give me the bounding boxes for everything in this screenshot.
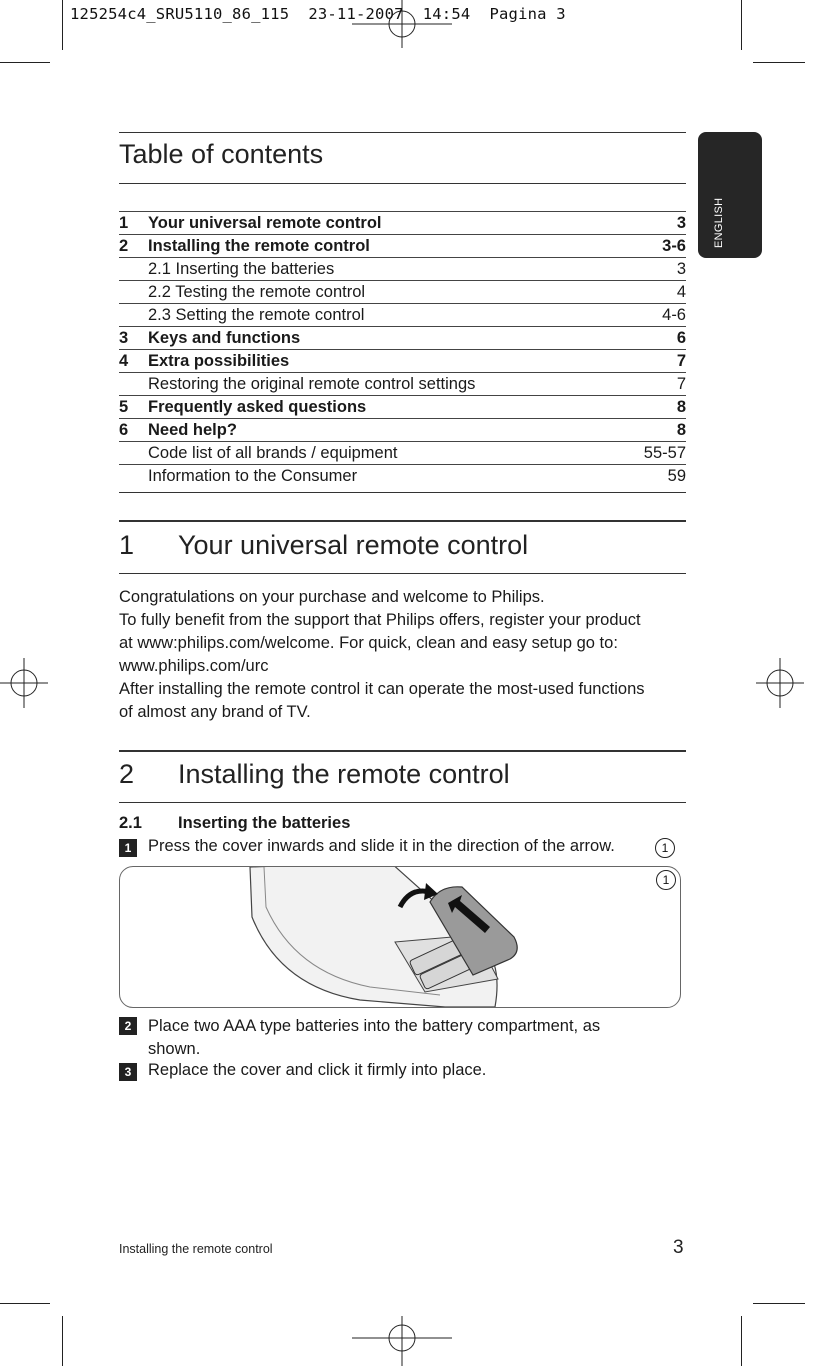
section1-title: Your universal remote control xyxy=(178,530,529,560)
crop-mark-bottom-right-h xyxy=(753,1303,805,1304)
step-2-text-line-2: shown. xyxy=(148,1040,201,1058)
toc-row xyxy=(119,349,686,372)
section1-line-1: Congratulations on your purchase and welcome to Philips. xyxy=(119,588,545,606)
toc-row-page: 3 xyxy=(676,214,686,232)
subsection-title: Inserting the batteries xyxy=(178,814,351,832)
toc-row xyxy=(119,464,686,487)
step-2-text xyxy=(148,1015,600,1061)
language-tab-label: ENGLISH xyxy=(713,197,725,248)
toc-bottom-rule xyxy=(119,492,686,493)
step-1-figure-ref: 1 xyxy=(655,838,675,858)
section1-line-3: at www:philips.com/welcome. For quick, clean and easy setup go to: xyxy=(119,634,618,652)
toc-row-number: 2 xyxy=(119,237,129,255)
step-2-text-line-1: Place two AAA type batteries into the battery compartment, as xyxy=(148,1017,601,1035)
toc-row-label: Installing the remote control xyxy=(148,237,370,255)
toc-top-rule xyxy=(119,132,686,133)
toc-row-label: Need help? xyxy=(148,421,237,439)
toc-row-page: 4 xyxy=(676,283,686,301)
crop-mark-bottom-right-v xyxy=(741,1316,742,1366)
toc-row xyxy=(119,418,686,441)
section2-title-rule xyxy=(119,802,686,803)
crop-mark-top-right-v xyxy=(741,0,742,50)
toc-row-number: 6 xyxy=(119,421,129,439)
toc-row-number: 5 xyxy=(119,398,129,416)
toc-row xyxy=(119,234,686,257)
section2-number: 2 xyxy=(119,759,135,789)
crop-mark-top-left-h xyxy=(0,62,50,63)
crop-mark-bottom-left-h xyxy=(0,1303,50,1304)
section1-line-4: www.philips.com/urc xyxy=(119,657,269,675)
crop-mark-bottom-left-v xyxy=(62,1316,63,1366)
section1-line-6: of almost any brand of TV. xyxy=(119,703,311,721)
toc-row xyxy=(119,326,686,349)
section1-body xyxy=(119,586,686,724)
toc-row-page: 59 xyxy=(667,467,686,485)
slug-time: 14:54 xyxy=(422,5,471,23)
print-slug xyxy=(70,5,566,23)
registration-mark-left xyxy=(0,658,48,708)
footer-section-label: Installing the remote control xyxy=(119,1242,273,1256)
toc-row xyxy=(119,303,686,326)
toc-row-label: 2.2 Testing the remote control xyxy=(148,283,366,301)
toc-row-label: 2.1 Inserting the batteries xyxy=(148,260,335,278)
crop-mark-top-right-h xyxy=(753,62,805,63)
toc-row-page: 3 xyxy=(676,260,686,278)
section2-title: Installing the remote control xyxy=(178,759,510,789)
figure-ref-number: 1 xyxy=(656,870,676,890)
step-2-badge: 2 xyxy=(119,1017,137,1035)
toc-row xyxy=(119,395,686,418)
section1-title-rule xyxy=(119,573,686,574)
footer-page-number: 3 xyxy=(673,1237,684,1258)
toc-row-page: 6 xyxy=(676,329,686,347)
toc-row-page: 55-57 xyxy=(643,444,686,462)
subsection-number: 2.1 xyxy=(119,814,142,832)
toc-row xyxy=(119,441,686,464)
toc-row-page: 4-6 xyxy=(662,306,686,324)
slug-file: 125254c4_SRU5110_86_115 xyxy=(70,5,290,23)
step-1-text: Press the cover inwards and slide it in the direction of the arrow. xyxy=(148,837,615,855)
toc-row-page: 8 xyxy=(676,398,686,416)
section1-line-2: To fully benefit from the support that Philips offers, register your product xyxy=(119,611,641,629)
toc-row-label: Frequently asked questions xyxy=(148,398,367,416)
registration-mark-bottom xyxy=(352,1316,452,1366)
toc-row xyxy=(119,372,686,395)
toc-row-number: 3 xyxy=(119,329,129,347)
toc-row-label: Keys and functions xyxy=(148,329,301,347)
slug-page-word: Pagina 3 xyxy=(489,5,566,23)
toc-row-label: Extra possibilities xyxy=(148,352,290,370)
remote-battery-drawing xyxy=(240,867,540,1007)
step-1-badge: 1 xyxy=(119,839,137,857)
toc-row-label: Information to the Consumer xyxy=(148,467,358,485)
battery-illustration xyxy=(119,866,681,1008)
toc-row-label: 2.3 Setting the remote control xyxy=(148,306,365,324)
toc-row-page: 7 xyxy=(676,352,686,370)
toc-row-page: 8 xyxy=(676,421,686,439)
toc-row-page: 7 xyxy=(676,375,686,393)
toc-title-rule xyxy=(119,183,686,184)
section1-top-rule xyxy=(119,520,686,522)
toc-row xyxy=(119,211,686,234)
toc-row-number: 1 xyxy=(119,214,129,232)
toc-row xyxy=(119,280,686,303)
toc-row-number: 4 xyxy=(119,352,129,370)
toc-row-label: Code list of all brands / equipment xyxy=(148,444,398,462)
registration-mark-right xyxy=(756,658,804,708)
crop-mark-top-left-v xyxy=(62,0,63,50)
toc-row xyxy=(119,257,686,280)
toc-title: Table of contents xyxy=(119,139,324,169)
toc-row-page: 3-6 xyxy=(662,237,686,255)
language-tab xyxy=(698,132,762,258)
toc-row-label: Your universal remote control xyxy=(148,214,382,232)
step-3-text: Replace the cover and click it firmly into place. xyxy=(148,1061,487,1079)
section1-number: 1 xyxy=(119,530,135,560)
toc-row-label: Restoring the original remote control settings xyxy=(148,375,476,393)
section1-line-5: After installing the remote control it can operate the most-used functions xyxy=(119,680,645,698)
slug-date: 23-11-2007 xyxy=(308,5,404,23)
step-3-badge: 3 xyxy=(119,1063,137,1081)
section2-top-rule xyxy=(119,750,686,752)
